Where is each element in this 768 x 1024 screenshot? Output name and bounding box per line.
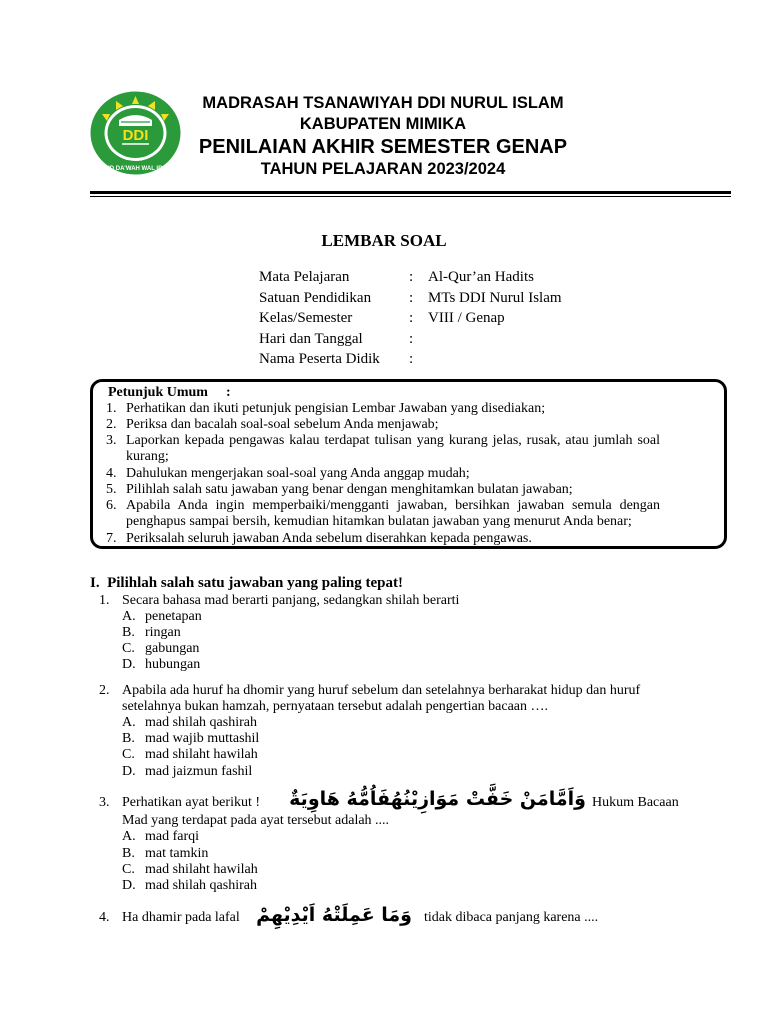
identity-label: Satuan Pendidikan — [259, 290, 372, 306]
question-tail: Hukum Bacaan — [592, 795, 679, 810]
exam-name: PENILAIAN AKHIR SEMESTER GENAP — [198, 136, 568, 158]
question-number: 3. — [99, 795, 110, 810]
option-letter: B. — [122, 731, 135, 746]
logo-ring-text: DARUD DA'WAH WAL IRSYAD — [92, 166, 179, 172]
school-name: MADRASAH TSANAWIYAH DDI NURUL ISLAM — [202, 94, 564, 112]
identity-label: Mata Pelajaran — [259, 269, 350, 285]
option-text: penetapan — [145, 609, 202, 624]
identity-colon: : — [409, 351, 414, 367]
option-letter: D. — [122, 878, 136, 893]
option-letter: A. — [122, 829, 136, 844]
option-text: ringan — [145, 625, 181, 640]
question-tail: tidak dibaca panjang karena .... — [424, 910, 599, 925]
instructions-title: Petunjuk Umum : — [108, 385, 231, 400]
question-lead: Ha dhamir pada lafal — [122, 910, 240, 925]
option-letter: B. — [122, 625, 135, 640]
regency-name: KABUPATEN MIMIKA — [299, 115, 467, 133]
option-text: mad shilah qashirah — [145, 878, 257, 893]
option-letter: D. — [122, 657, 136, 672]
arabic-verse: وَاَمَّامَنْ خَفَّتْ مَوَازِيْنُهُفَاُمُّهُ هَاوِيَةٌ — [289, 788, 586, 810]
identity-colon: : — [409, 310, 414, 326]
identity-colon: : — [409, 290, 414, 306]
option-text: mad farqi — [145, 829, 200, 844]
question-number: 1. — [99, 593, 110, 608]
question-text: setelahnya bukan hamzah, pernyataan tersebut adalah pengertian bacaan …. — [122, 699, 549, 714]
option-text: mat tamkin — [145, 846, 209, 861]
identity-label: Hari dan Tanggal — [259, 331, 363, 347]
question-text: Secara bahasa mad berarti panjang, sedangkan shilah berarti — [122, 593, 460, 608]
option-letter: B. — [122, 846, 135, 861]
option-letter: C. — [122, 641, 135, 656]
section-heading: I. Pilihlah salah satu jawaban yang paling tepat! — [90, 575, 403, 591]
identity-value: Al-Qur’an Hadits — [428, 269, 534, 285]
identity-label: Nama Peserta Didik — [259, 351, 380, 367]
question-lead: Perhatikan ayat berikut ! — [122, 795, 261, 810]
identity-label: Kelas/Semester — [259, 310, 353, 326]
academic-year: TAHUN PELAJARAN 2023/2024 — [260, 160, 506, 178]
option-text: mad wajib muttashil — [145, 731, 260, 746]
identity-value: MTs DDI Nurul Islam — [428, 290, 562, 306]
option-letter: A. — [122, 715, 136, 730]
identity-value: VIII / Genap — [428, 310, 505, 326]
option-text: mad shilaht hawilah — [145, 747, 258, 762]
sheet-title: LEMBAR SOAL — [321, 231, 447, 250]
identity-colon: : — [409, 269, 414, 285]
option-text: mad jaizmun fashil — [145, 764, 253, 779]
option-letter: C. — [122, 747, 135, 762]
option-text: mad shilah qashirah — [145, 715, 257, 730]
question-number: 4. — [99, 910, 110, 925]
option-letter: A. — [122, 609, 136, 624]
option-letter: D. — [122, 764, 136, 779]
header-divider-thin — [90, 196, 731, 197]
question-text: Apabila ada huruf ha dhomir yang huruf sebelum dan setelahnya berharakat hidup dan huruf — [122, 683, 641, 698]
question-text: Mad yang terdapat pada ayat tersebut adalah .... — [122, 813, 390, 828]
option-letter: C. — [122, 862, 135, 877]
question-number: 2. — [99, 683, 110, 698]
logo-text: DDI — [122, 127, 149, 144]
option-text: hubungan — [145, 657, 201, 672]
arabic-phrase: وَمَا عَمِلَتْهُ اَيْدِيْهِمْ — [256, 904, 412, 926]
header-divider-thick — [90, 191, 731, 194]
school-logo — [89, 90, 182, 176]
option-text: mad shilaht hawilah — [145, 862, 258, 877]
identity-colon: : — [409, 331, 414, 347]
option-text: gabungan — [145, 641, 200, 656]
